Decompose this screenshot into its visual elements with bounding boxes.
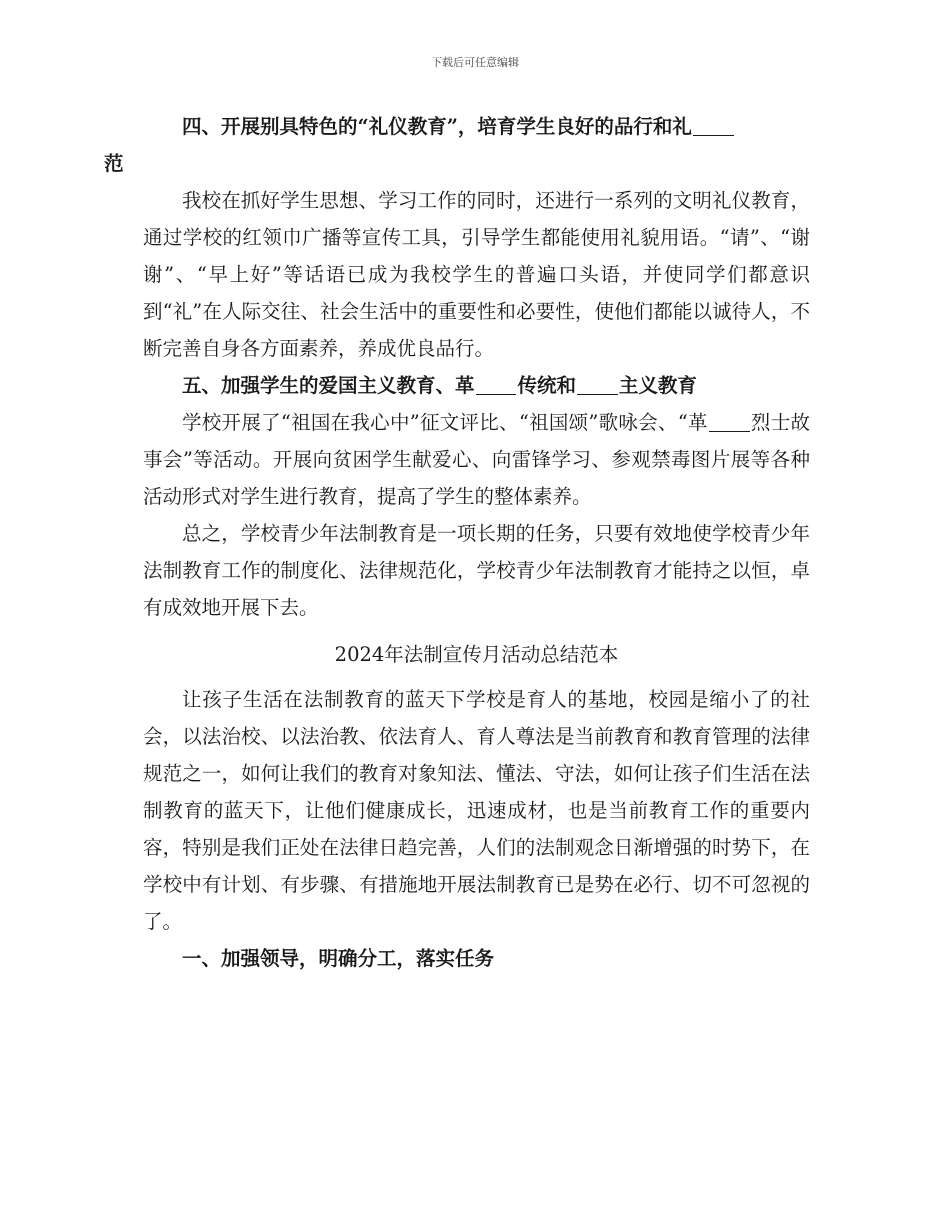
section-5-paragraph xyxy=(143,404,810,515)
section-4-heading-continuation: 范 xyxy=(104,152,124,175)
section-5-paragraph-part2: 烈士故事会”等活动。开展向贫困学生献爱心、向雷锋学习、参观禁毒图片展等各种活动形式对学生进行教育，提高了学生的整体素养。 xyxy=(143,411,810,508)
intro-paragraph: 让孩子生活在法制教育的蓝天下学校是育人的基地，校园是缩小了的社会，以法治校、以法治教、依法育人、育人尊法是当前教育和教育管理的法律规范之一，如何让我们的教育对象知法、懂法、守法，如何让孩子们生活在法制教育的蓝天下，让他们健康成长，迅速成材，也是当前教育工作的重要内容，特别是我们正处在法律日趋完善，人们的法制观念日渐增强的时势下，在学校中有计划、有步骤、有措施地开展法制教育已是势在必行、切不可忽视的了。 xyxy=(143,688,810,933)
section-5-heading-part2: 传统和 xyxy=(517,374,576,397)
blank-line xyxy=(693,114,734,135)
section-1-heading: 一、加强领导，明确分工，落实任务 xyxy=(182,947,495,970)
section-5-heading-part1: 五、加强学生的爱国主义教育、革 xyxy=(182,374,475,397)
section-4-paragraph: 我校在抓好学生思想、学习工作的同时，还进行一系列的文明礼仪教育，通过学校的红领巾广播等宣传工具，引导学生都能使用礼貌用语。“请”、“谢谢”、“早上好”等话语已成为我校学生的普遍口头语，并使同学们都意识到“礼”在人际交往、社会生活中的重要性和必要性，使他们都能以诚待人，不断完善自身各方面素养，养成优良品行。 xyxy=(143,189,810,360)
section-4-heading xyxy=(104,108,810,182)
document-body xyxy=(104,108,810,977)
section-5-heading-part3: 主义教育 xyxy=(618,374,697,397)
blank-line xyxy=(709,410,750,431)
blank-line xyxy=(476,373,517,394)
conclusion-paragraph: 总之，学校青少年法制教育是一项长期的任务，只要有效地使学校青少年法制教育工作的制度化、法律规范化，学校青少年法制教育才能持之以恒，卓有成效地开展下去。 xyxy=(143,522,810,619)
section-4-heading-text: 四、开展别具特色的“礼仪教育”，培育学生良好的品行和礼 xyxy=(182,115,692,138)
header-note: 下载后可任意编辑 xyxy=(431,56,519,69)
section-5-heading xyxy=(143,367,810,404)
section-5-paragraph-part1: 学校开展了“祖国在我心中”征文评比、“祖国颂”歌咏会、“革 xyxy=(182,411,708,434)
document-title: 2024年法制宣传月活动总结范本 xyxy=(334,643,619,666)
blank-line xyxy=(577,373,618,394)
